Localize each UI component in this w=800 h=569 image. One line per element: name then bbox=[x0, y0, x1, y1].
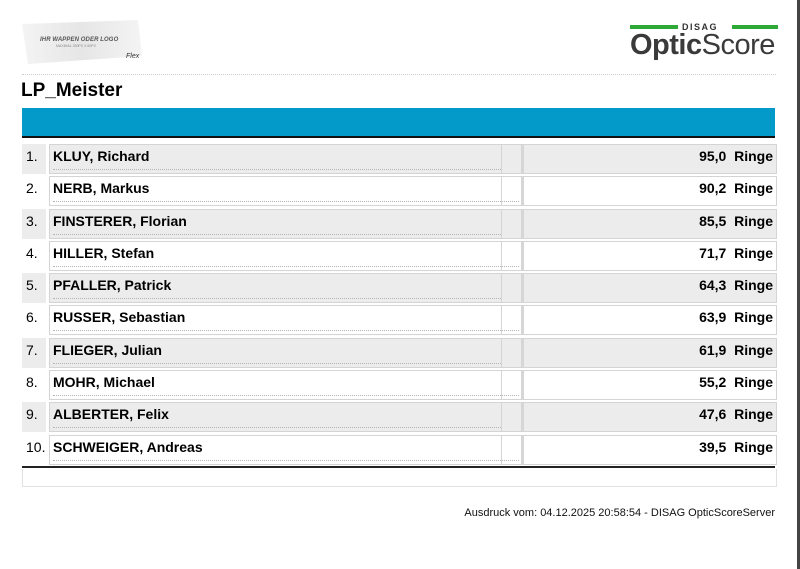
score bbox=[699, 439, 773, 455]
shooter-name: HILLER, Stefan bbox=[53, 244, 155, 261]
score-cell bbox=[501, 144, 777, 174]
score-value: 55,2 bbox=[699, 374, 727, 391]
rank-cell bbox=[22, 305, 46, 335]
score-cell bbox=[501, 370, 777, 400]
score bbox=[699, 309, 773, 325]
rank-cell bbox=[22, 370, 46, 400]
results-table bbox=[22, 144, 775, 467]
dotted-line bbox=[53, 395, 519, 396]
name-cell bbox=[49, 435, 523, 465]
score-cell bbox=[501, 305, 777, 335]
name-cell bbox=[49, 176, 523, 206]
rank: 5. bbox=[26, 277, 38, 294]
name-cell bbox=[49, 338, 523, 368]
rank-cell bbox=[22, 402, 46, 432]
result-row bbox=[22, 338, 775, 368]
rank-cell bbox=[22, 241, 46, 271]
result-row bbox=[22, 144, 775, 174]
rank-cell bbox=[22, 176, 46, 206]
dotted-line bbox=[53, 298, 519, 299]
name-cell bbox=[49, 241, 523, 271]
result-row bbox=[22, 241, 775, 271]
shooter-name: MOHR, Michael bbox=[53, 374, 155, 391]
column-divider bbox=[521, 241, 524, 271]
score-cell bbox=[501, 402, 777, 432]
score-value: 64,3 bbox=[699, 277, 727, 294]
rank: 9. bbox=[26, 406, 38, 423]
opticscore-brand-logo bbox=[630, 22, 778, 64]
rank: 10. bbox=[26, 438, 46, 455]
score-unit: Ringe bbox=[734, 212, 773, 229]
logo-flex-label: Flex bbox=[126, 53, 140, 60]
name-cell bbox=[49, 402, 523, 432]
rank: 2. bbox=[26, 180, 38, 197]
rank-cell bbox=[22, 338, 46, 368]
score-unit: Ringe bbox=[734, 277, 773, 294]
dotted-line bbox=[53, 427, 519, 428]
table-footer-box bbox=[22, 469, 777, 487]
column-divider bbox=[521, 209, 524, 239]
column-divider bbox=[521, 402, 524, 432]
score-cell bbox=[501, 338, 777, 368]
name-cell bbox=[49, 370, 523, 400]
result-row bbox=[22, 176, 775, 206]
column-divider bbox=[521, 435, 524, 465]
rank: 6. bbox=[26, 309, 38, 326]
score-unit: Ringe bbox=[734, 180, 773, 197]
shooter-name: FLIEGER, Julian bbox=[53, 341, 162, 358]
rank: 1. bbox=[26, 148, 38, 164]
logo-placeholder-text: IHR WAPPEN ODER LOGO bbox=[40, 37, 119, 43]
result-row bbox=[22, 209, 775, 239]
score-unit: Ringe bbox=[734, 309, 773, 326]
column-divider bbox=[521, 370, 524, 400]
score-value: 63,9 bbox=[699, 309, 727, 326]
logo-placeholder-subtext: MAXIMAL 330PX X 60PX bbox=[56, 44, 96, 48]
result-row bbox=[22, 370, 775, 400]
dotted-line bbox=[53, 363, 519, 364]
page-title: LP_Meister bbox=[21, 80, 123, 101]
result-row bbox=[22, 402, 775, 432]
brand-name-light: Score bbox=[701, 29, 775, 61]
brand-name-bold: Optic bbox=[630, 29, 702, 61]
rank: 8. bbox=[26, 374, 38, 391]
logo-placeholder bbox=[22, 20, 142, 64]
shooter-name: FINSTERER, Florian bbox=[53, 212, 187, 229]
column-divider bbox=[521, 273, 524, 303]
score bbox=[699, 180, 773, 196]
brand-name bbox=[630, 29, 775, 62]
shooter-name: NERB, Markus bbox=[53, 180, 150, 197]
score-unit: Ringe bbox=[734, 374, 773, 391]
shooter-name: RUSSER, Sebastian bbox=[53, 309, 186, 326]
rank-cell bbox=[22, 209, 46, 239]
score bbox=[699, 277, 773, 293]
name-cell bbox=[49, 305, 523, 335]
score-unit: Ringe bbox=[734, 438, 773, 455]
score bbox=[699, 374, 773, 390]
score-value: 90,2 bbox=[699, 180, 727, 197]
score-cell bbox=[501, 435, 777, 465]
score-cell bbox=[501, 176, 777, 206]
column-divider bbox=[521, 338, 524, 368]
result-row bbox=[22, 435, 775, 465]
shooter-name: ALBERTER, Felix bbox=[53, 406, 169, 423]
brand-disag: DISAG bbox=[682, 22, 719, 32]
shooter-name: PFALLER, Patrick bbox=[53, 277, 172, 294]
shooter-name: KLUY, Richard bbox=[53, 148, 150, 164]
rank-cell bbox=[22, 435, 46, 465]
name-cell bbox=[49, 273, 523, 303]
rank: 7. bbox=[26, 341, 38, 358]
score-cell bbox=[501, 241, 777, 271]
rank-cell bbox=[22, 273, 46, 303]
score-cell bbox=[501, 209, 777, 239]
score bbox=[699, 406, 773, 422]
header-band bbox=[22, 108, 775, 138]
header-divider bbox=[22, 74, 776, 75]
result-row bbox=[22, 273, 775, 303]
rank-cell bbox=[22, 144, 46, 174]
result-row bbox=[22, 305, 775, 335]
score-value: 39,5 bbox=[699, 438, 727, 455]
score-cell bbox=[501, 273, 777, 303]
column-divider bbox=[521, 305, 524, 335]
score bbox=[699, 245, 773, 261]
column-divider bbox=[521, 144, 524, 174]
score-value: 95,0 bbox=[699, 148, 727, 164]
dotted-line bbox=[53, 460, 519, 461]
table-bottom-rule bbox=[22, 466, 775, 468]
score-unit: Ringe bbox=[734, 148, 773, 164]
score-value: 85,5 bbox=[699, 212, 727, 229]
score-value: 71,7 bbox=[699, 244, 727, 261]
score-unit: Ringe bbox=[734, 406, 773, 423]
score-unit: Ringe bbox=[734, 341, 773, 358]
score bbox=[699, 342, 773, 358]
score-value: 61,9 bbox=[699, 341, 727, 358]
dotted-line bbox=[53, 201, 519, 202]
dotted-line bbox=[53, 330, 519, 331]
print-footer: Ausdruck vom: 04.12.2025 20:58:54 - DISAG OpticScoreServer bbox=[464, 507, 775, 519]
dotted-line bbox=[53, 234, 519, 235]
name-cell bbox=[49, 144, 523, 174]
rank: 3. bbox=[26, 212, 38, 229]
shooter-name: SCHWEIGER, Andreas bbox=[53, 438, 203, 455]
rank: 4. bbox=[26, 244, 38, 261]
score bbox=[699, 213, 773, 229]
score bbox=[699, 148, 773, 164]
score-value: 47,6 bbox=[699, 406, 727, 423]
name-cell bbox=[49, 209, 523, 239]
column-divider bbox=[521, 176, 524, 206]
dotted-line bbox=[53, 169, 519, 170]
score-unit: Ringe bbox=[734, 244, 773, 261]
dotted-line bbox=[53, 266, 519, 267]
